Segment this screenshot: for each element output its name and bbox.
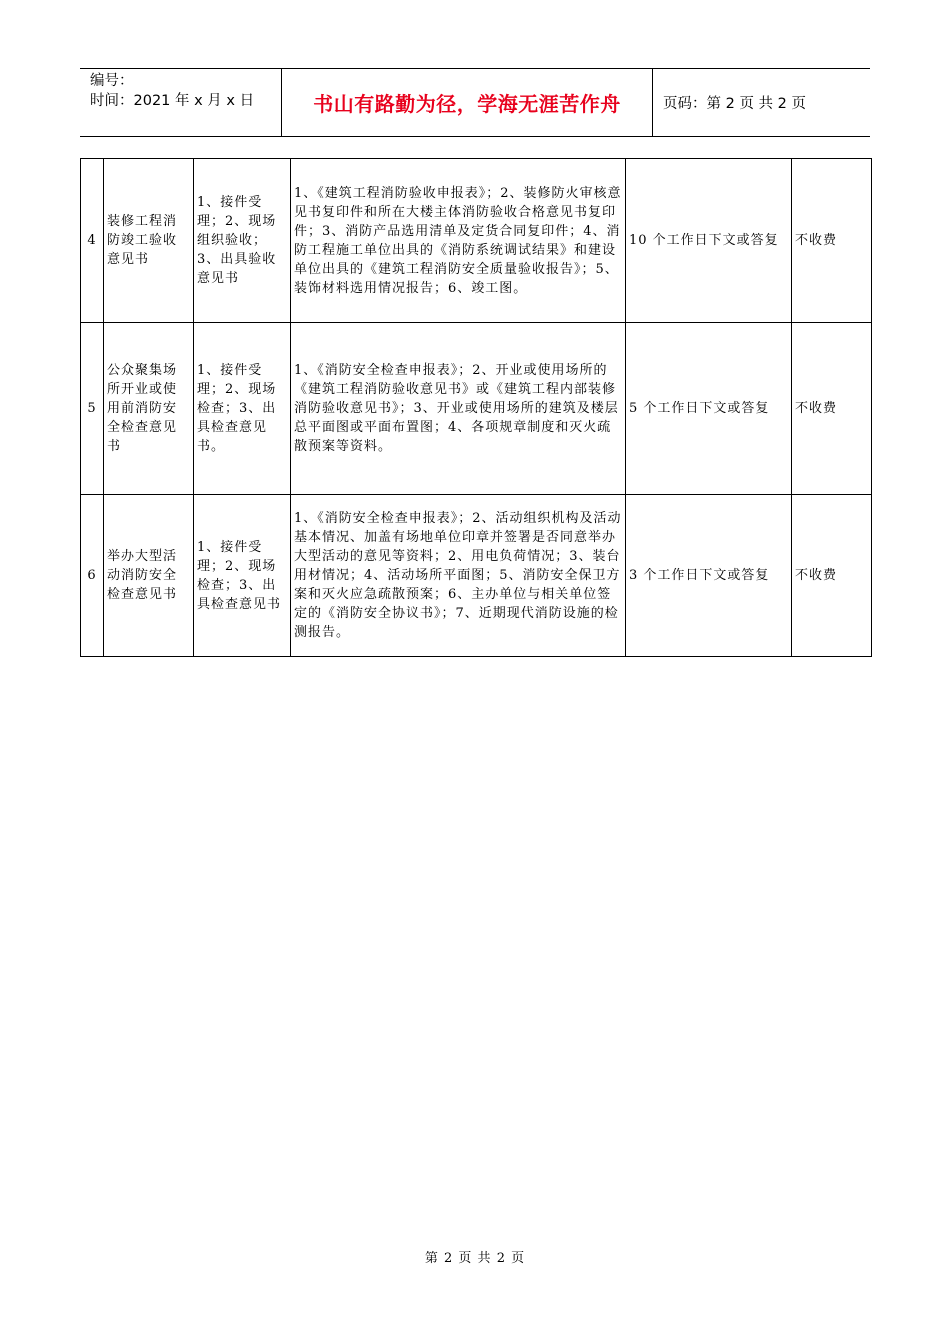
services-table (80, 158, 872, 657)
row-number: 4 (81, 159, 104, 323)
service-name: 装修工程消防竣工验收意见书 (104, 159, 194, 323)
required-materials: 1、《建筑工程消防验收申报表》；2、装修防火审核意见书复印件和所在大楼主体消防验收合格意见书复印件；3、消防产品选用清单及定货合同复印件；4、消防工程施工单位出具的《消防系统调试结果》和建设单位出具的《建筑工程消防安全质量验收报告》；5、装饰材料选用情况报告；6、竣工图。 (291, 159, 626, 323)
header-meta (80, 69, 282, 136)
row-number: 5 (81, 323, 104, 495)
time-limit: 5 个工作日下文或答复 (626, 323, 792, 495)
table-row (81, 323, 872, 495)
table-row (81, 495, 872, 657)
required-materials: 1、《消防安全检查申报表》；2、活动组织机构及活动基本情况、加盖有场地单位印章并签署是否同意举办大型活动的意见等资料；2、用电负荷情况；3、装台用材情况；4、活动场所平面图；5、消防安全保卫方案和灭火应急疏散预案；6、主办单位与相关单位签定的《消防安全协议书》；7、近期现代消防设施的检测报告。 (291, 495, 626, 657)
fee: 不收费 (792, 495, 872, 657)
header-page-info: 页码：第 2 页 共 2 页 (663, 96, 806, 112)
document-number-label: 编号： (90, 73, 134, 89)
row-number: 6 (81, 495, 104, 657)
service-name: 举办大型活动消防安全检查意见书 (104, 495, 194, 657)
time-limit: 10 个工作日下文或答复 (626, 159, 792, 323)
page-footer: 第 2 页 共 2 页 (424, 1251, 526, 1266)
header-motto: 书山有路勤为径，学海无涯苦作舟 (282, 69, 653, 136)
fee: 不收费 (792, 159, 872, 323)
table-row (81, 159, 872, 323)
fee: 不收费 (792, 323, 872, 495)
service-procedure: 1、接件受理；2、现场组织验收；3、出具验收意见书 (194, 159, 291, 323)
service-name: 公众聚集场所开业或使用前消防安全检查意见书 (104, 323, 194, 495)
service-procedure: 1、接件受理；2、现场检查；3、出具检查意见书 (194, 495, 291, 657)
document-date: 时间：2021 年 x 月 x 日 (90, 93, 255, 109)
required-materials: 1、《消防安全检查申报表》；2、开业或使用场所的《建筑工程消防验收意见书》或《建筑工程内部装修消防验收意见书》；3、开业或使用场所的建筑及楼层总平面图或平面布置图；4、各项规章制度和灭火疏散预案等资料。 (291, 323, 626, 495)
page-header (80, 68, 870, 137)
service-procedure: 1、接件受理；2、现场检查；3、出具检查意见书。 (194, 323, 291, 495)
time-limit: 3 个工作日下文或答复 (626, 495, 792, 657)
